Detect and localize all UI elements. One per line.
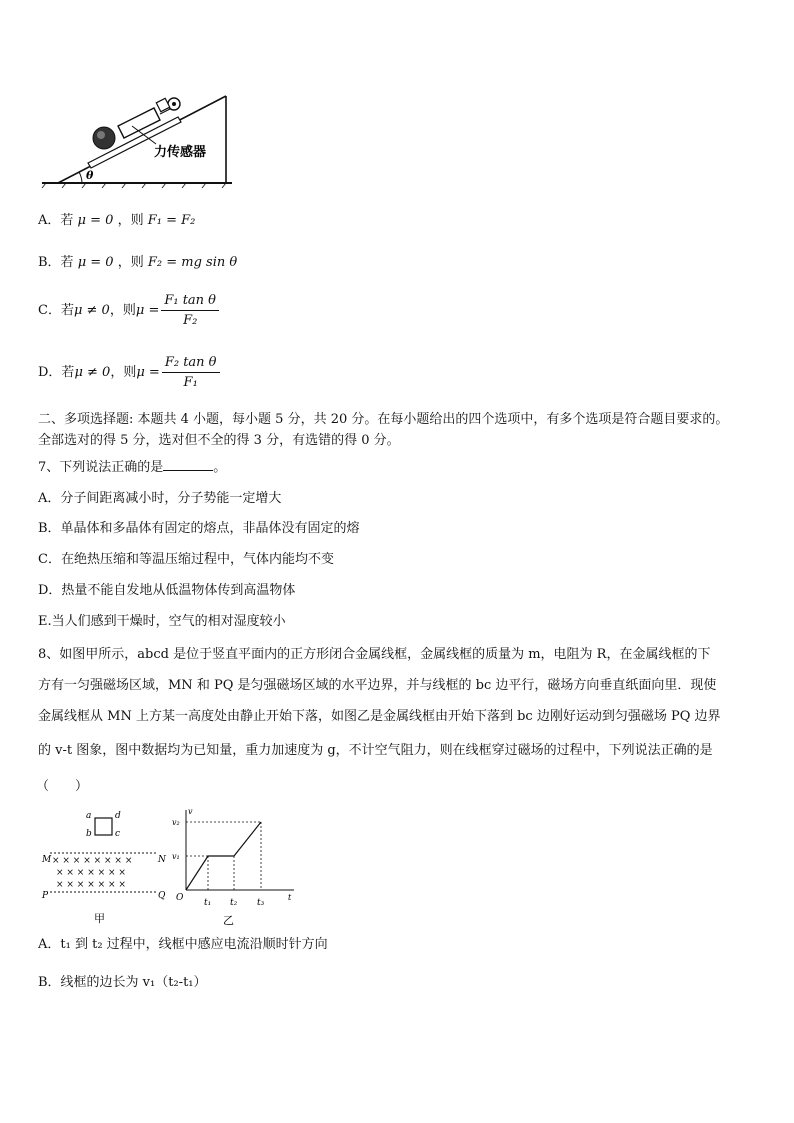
option-d-prefix: D．若 [38, 365, 75, 380]
q7-stem [38, 458, 226, 476]
label-t1: t₁ [204, 898, 212, 908]
q7-option-d: D．热量不能自发地从低温物体传到高温物体 [38, 583, 296, 598]
q8-answer-paren: （ ） [36, 779, 89, 794]
option-c-cond: μ ≠ 0 [73, 303, 110, 318]
option-d-lhs: μ = [136, 365, 160, 380]
label-d: d [115, 811, 121, 821]
figure-jia [36, 806, 176, 928]
label-t2: t₂ [230, 898, 238, 908]
label-n: N [158, 855, 166, 865]
label-m: M [42, 855, 52, 865]
caption-yi: 乙 [223, 914, 234, 927]
option-c-lhs: μ = [135, 303, 160, 318]
q8-option-b: B．线框的边长为 v₁（t₂-t₁） [38, 975, 207, 990]
option-d [38, 354, 220, 391]
q7-stem-text: 7、下列说法正确的是 [38, 460, 164, 475]
option-c-prefix: C．若 [38, 303, 74, 318]
q8-line2: 方有一匀强磁场区域，MN 和 PQ 是匀强磁场区域的水平边界，并与线框的 bc 边平行，磁场方向垂直纸面向里．现使 [38, 678, 717, 693]
option-c-den: F₂ [183, 313, 198, 328]
incline-figure [36, 86, 236, 190]
option-c-mid: ，则 [109, 303, 136, 318]
svg-text:× × × × × × ×: × × × × × × × [56, 868, 126, 878]
figure-yi [168, 806, 298, 928]
option-d-num: F₂ tan θ [162, 354, 220, 373]
svg-text:× × × × × × ×: × × × × × × × [56, 880, 126, 890]
q8-line1: 8、如图甲所示，abcd 是位于竖直平面内的正方形闭合金属线框，金属线框的质量为 m，电阻为 R，在金属线框的下 [38, 647, 711, 662]
section2-line1: 二、多项选择题: 本题共 4 小题，每小题 5 分，共 20 分。在每小题给出的四个选项中，有多个选项是符合题目要求的。 [38, 412, 729, 427]
option-a-expr: F₁ = F₂ [147, 213, 196, 228]
section2-line2: 全部选对的得 5 分，选对但不全的得 3 分，有选错的得 0 分。 [38, 433, 400, 448]
option-a-mid: ，则 [117, 213, 144, 228]
q7-stem-end: 。 [213, 460, 227, 475]
q7-option-e: E.当人们感到干燥时，空气的相对湿度较小 [38, 614, 286, 629]
option-a-prefix: A．若 [38, 213, 74, 228]
svg-text:× × × × × × × ×: × × × × × × × × [52, 856, 133, 866]
q8-option-a: A．t₁ 到 t₂ 过程中，线框中感应电流沿顺时针方向 [38, 937, 328, 952]
q7-option-a: A．分子间距离减小时，分子势能一定增大 [38, 491, 282, 506]
sensor-label: 力传感器 [154, 145, 207, 160]
option-c-fraction [161, 292, 219, 329]
option-b-cond: μ = 0 [77, 255, 114, 270]
answer-blank [163, 458, 213, 471]
label-q: Q [158, 891, 166, 901]
angle-label: θ [86, 169, 94, 182]
option-c [38, 292, 219, 329]
q8-line4: 的 v-t 图象，图中数据均为已知量，重力加速度为 g，不计空气阻力，则在线框穿过磁场的过程中，下列说法正确的是 [38, 743, 713, 758]
origin-o: O [176, 893, 184, 903]
q7-option-c: C．在绝热压缩和等温压缩过程中，气体内能均不变 [38, 552, 334, 567]
option-d-fraction [162, 354, 220, 391]
option-b [38, 254, 237, 271]
q8-line3: 金属线框从 MN 上方某一高度处由静止开始下落，如图乙是金属线框由开始下落到 bc 边刚好运动到匀强磁场 PQ 边界 [38, 709, 721, 724]
option-c-num: F₁ tan θ [161, 292, 219, 311]
option-d-den: F₁ [183, 375, 198, 390]
axis-t: t [288, 893, 292, 902]
option-a-cond: μ = 0 [77, 213, 114, 228]
label-b: b [86, 829, 92, 839]
label-v1: v₁ [172, 852, 180, 861]
option-b-expr: F₂ = mg sin θ [147, 255, 238, 270]
option-b-mid: ，则 [117, 255, 144, 270]
label-t3: t₃ [257, 898, 265, 908]
axis-v: v [188, 807, 193, 816]
option-d-cond: μ ≠ 0 [74, 365, 111, 380]
option-b-prefix: B．若 [38, 255, 74, 270]
q7-option-b: B．单晶体和多晶体有固定的熔点，非晶体没有固定的熔 [38, 521, 360, 536]
caption-jia: 甲 [94, 912, 105, 925]
label-v2: v₂ [172, 818, 180, 827]
option-d-mid: ，则 [110, 365, 137, 380]
option-a [38, 212, 195, 229]
label-a: a [86, 811, 92, 821]
label-c: c [115, 829, 121, 839]
label-p: P [42, 891, 49, 901]
